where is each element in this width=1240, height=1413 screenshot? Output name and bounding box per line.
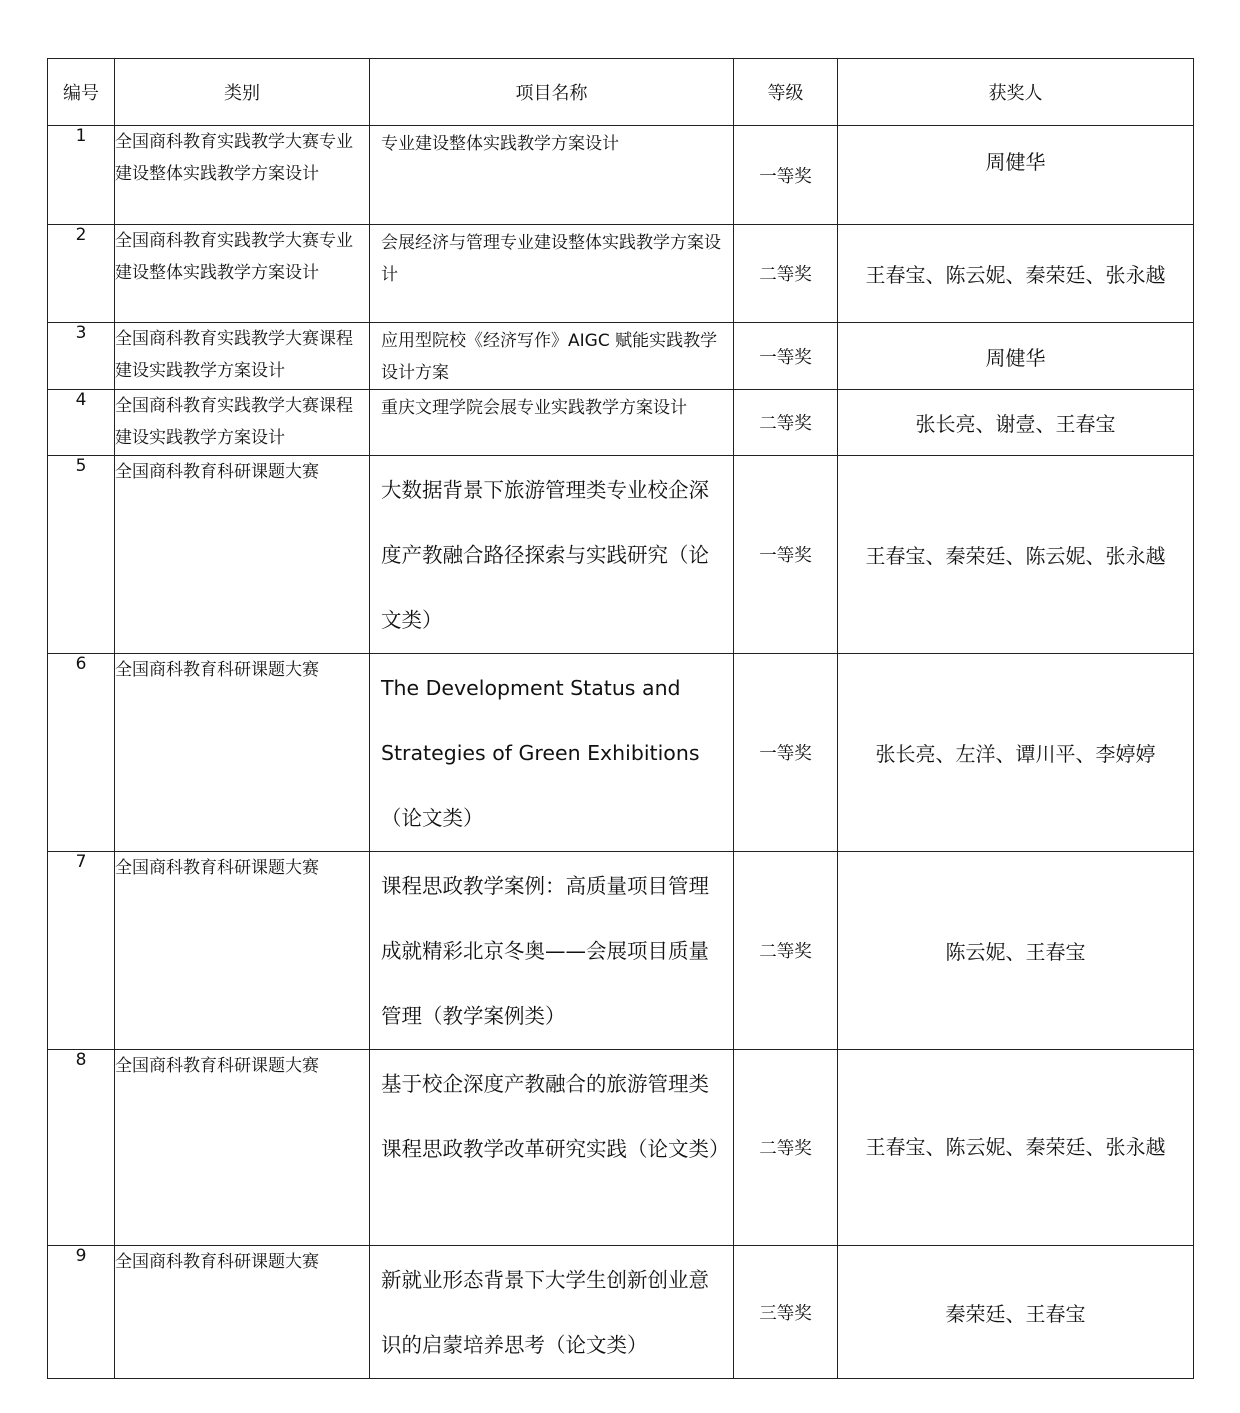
row-winner: 王春宝、陈云妮、秦荣廷、张永越 <box>838 225 1194 323</box>
row-category: 全国商科教育科研课题大赛 <box>115 1050 370 1246</box>
row-category: 全国商科教育科研课题大赛 <box>115 1246 370 1379</box>
row-level: 二等奖 <box>734 1050 838 1246</box>
table-row <box>48 1246 1194 1379</box>
row-category: 全国商科教育实践教学大赛专业建设整体实践教学方案设计 <box>115 126 370 225</box>
row-winner: 秦荣廷、王春宝 <box>838 1246 1194 1379</box>
table-header-row <box>48 59 1194 126</box>
header-project: 项目名称 <box>370 59 734 126</box>
table-row <box>48 225 1194 323</box>
header-level: 等级 <box>734 59 838 126</box>
row-winner: 陈云妮、王春宝 <box>838 852 1194 1050</box>
row-level: 一等奖 <box>734 654 838 852</box>
header-category: 类别 <box>115 59 370 126</box>
row-winner: 王春宝、陈云妮、秦荣廷、张永越 <box>838 1050 1194 1246</box>
row-project: 课程思政教学案例：高质量项目管理成就精彩北京冬奥——会展项目质量管理（教学案例类） <box>370 852 734 1050</box>
row-level: 一等奖 <box>734 126 838 225</box>
row-num: 6 <box>48 654 115 852</box>
row-category: 全国商科教育科研课题大赛 <box>115 852 370 1050</box>
row-project: 会展经济与管理专业建设整体实践教学方案设计 <box>370 225 734 323</box>
row-project: The Development Status and Strategies of Green Exhibitions（论文类） <box>370 654 734 852</box>
row-project: 基于校企深度产教融合的旅游管理类课程思政教学改革研究实践（论文类） <box>370 1050 734 1246</box>
header-num: 编号 <box>48 59 115 126</box>
row-level: 二等奖 <box>734 390 838 456</box>
row-project: 大数据背景下旅游管理类专业校企深度产教融合路径探索与实践研究（论文类） <box>370 456 734 654</box>
row-num: 3 <box>48 323 115 390</box>
row-category: 全国商科教育实践教学大赛课程建设实践教学方案设计 <box>115 390 370 456</box>
row-project: 应用型院校《经济写作》AIGC 赋能实践教学设计方案 <box>370 323 734 390</box>
row-num: 7 <box>48 852 115 1050</box>
row-category: 全国商科教育科研课题大赛 <box>115 456 370 654</box>
row-level: 二等奖 <box>734 225 838 323</box>
table-row <box>48 654 1194 852</box>
table-row <box>48 390 1194 456</box>
row-num: 2 <box>48 225 115 323</box>
awards-table <box>47 58 1194 1379</box>
row-level: 一等奖 <box>734 323 838 390</box>
table-row <box>48 323 1194 390</box>
table-row <box>48 852 1194 1050</box>
row-project: 专业建设整体实践教学方案设计 <box>370 126 734 225</box>
table-row <box>48 456 1194 654</box>
row-level: 二等奖 <box>734 852 838 1050</box>
row-winner: 王春宝、秦荣廷、陈云妮、张永越 <box>838 456 1194 654</box>
row-category: 全国商科教育实践教学大赛课程建设实践教学方案设计 <box>115 323 370 390</box>
row-category: 全国商科教育实践教学大赛专业建设整体实践教学方案设计 <box>115 225 370 323</box>
row-winner: 张长亮、谢壹、王春宝 <box>838 390 1194 456</box>
row-winner: 周健华 <box>838 126 1194 225</box>
row-num: 4 <box>48 390 115 456</box>
row-num: 9 <box>48 1246 115 1379</box>
row-project: 新就业形态背景下大学生创新创业意识的启蒙培养思考（论文类） <box>370 1246 734 1379</box>
row-num: 1 <box>48 126 115 225</box>
row-level: 三等奖 <box>734 1246 838 1379</box>
row-winner: 周健华 <box>838 323 1194 390</box>
row-level: 一等奖 <box>734 456 838 654</box>
table-row <box>48 1050 1194 1246</box>
header-winner: 获奖人 <box>838 59 1194 126</box>
row-project: 重庆文理学院会展专业实践教学方案设计 <box>370 390 734 456</box>
table-row <box>48 126 1194 225</box>
row-num: 5 <box>48 456 115 654</box>
row-winner: 张长亮、左洋、谭川平、李婷婷 <box>838 654 1194 852</box>
row-num: 8 <box>48 1050 115 1246</box>
row-category: 全国商科教育科研课题大赛 <box>115 654 370 852</box>
